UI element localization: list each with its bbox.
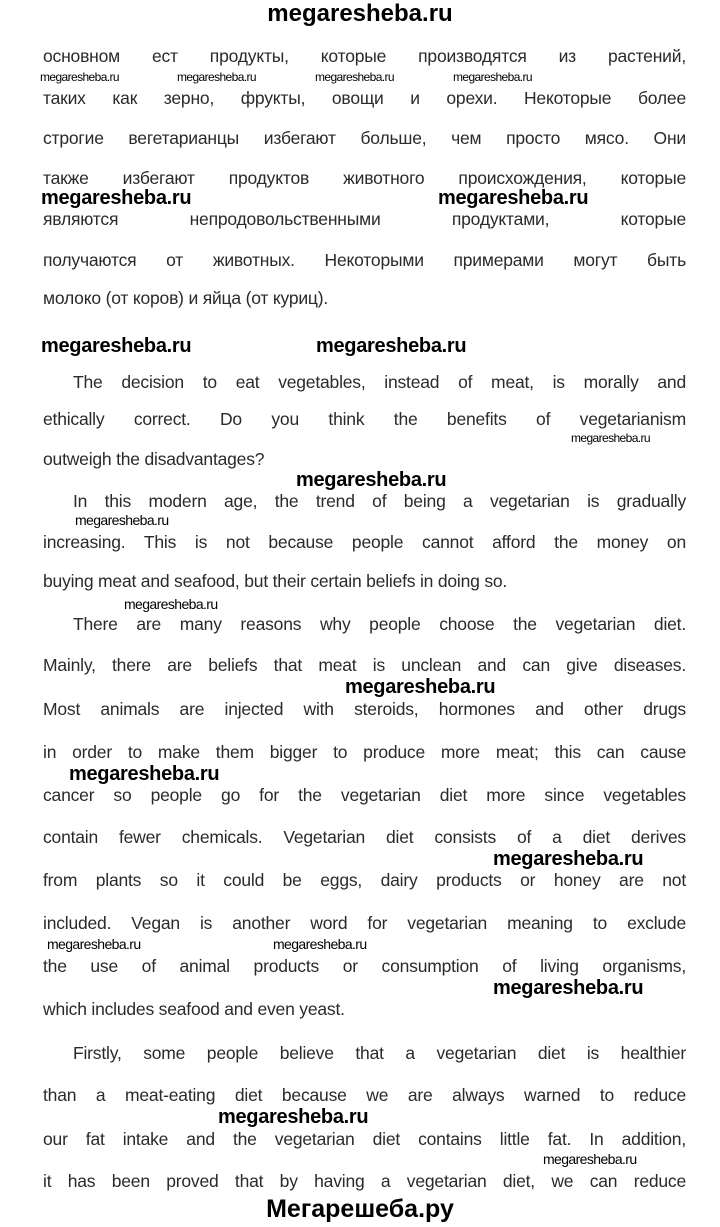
text-line: contain fewer chemicals. Vegetarian diet consists of a diet derives <box>43 827 686 847</box>
text-line: in order to make them bigger to produce more meat; this can cause <box>43 742 686 762</box>
text-line: основном ест продукты, которые производятся из растений, <box>43 46 686 66</box>
text-line: which includes seafood and even yeast. <box>43 999 345 1019</box>
watermark: megaresheba.ru <box>453 70 532 84</box>
text-line: молоко (от коров) и яйца (от куриц). <box>43 288 329 308</box>
watermark: megaresheba.ru <box>571 431 650 445</box>
watermark: megaresheba.ru <box>493 848 644 870</box>
text-line: In this modern age, the trend of being a vegetarian is gradually <box>73 491 686 511</box>
text-line: outweigh the disadvantages? <box>43 449 265 469</box>
watermark: megaresheba.ru <box>40 70 119 84</box>
site-header: megaresheba.ru <box>267 0 453 27</box>
watermark: megaresheba.ru <box>316 335 467 357</box>
text-line: increasing. This is not because people cannot afford the money on <box>43 532 686 552</box>
watermark: megaresheba.ru <box>273 936 367 952</box>
watermark: megaresheba.ru <box>41 335 192 357</box>
text-line: included. Vegan is another word for vegetarian meaning to exclude <box>43 913 686 933</box>
watermark: megaresheba.ru <box>124 596 218 612</box>
watermark: megaresheba.ru <box>543 1151 637 1167</box>
watermark: megaresheba.ru <box>438 187 589 209</box>
text-line: than a meat-eating diet because we are always warned to reduce <box>43 1085 686 1105</box>
text-line: ethically correct. Do you think the benefits of vegetarianism <box>43 409 686 429</box>
text-line: получаются от животных. Некоторыми примерами могут быть <box>43 250 686 270</box>
text-line: являются непродовольственными продуктами, которые <box>43 209 686 229</box>
text-line: There are many reasons why people choose the vegetarian diet. <box>73 614 686 634</box>
watermark: megaresheba.ru <box>177 70 256 84</box>
text-line: The decision to eat vegetables, instead of meat, is morally and <box>73 372 686 392</box>
text-line: our fat intake and the vegetarian diet contains little fat. In addition, <box>43 1129 686 1149</box>
text-line: Most animals are injected with steroids, hormones and other drugs <box>43 699 686 719</box>
text-line: buying meat and seafood, but their certain beliefs in doing so. <box>43 571 508 591</box>
watermark: megaresheba.ru <box>75 512 169 528</box>
watermark: megaresheba.ru <box>315 70 394 84</box>
text-line: строгие вегетарианцы избегают больше, чем просто мясо. Они <box>43 128 686 148</box>
text-line: the use of animal products or consumption of living organisms, <box>43 956 686 976</box>
watermark: megaresheba.ru <box>47 936 141 952</box>
text-line: it has been proved that by having a vegetarian diet, we can reduce <box>43 1171 686 1191</box>
watermark: megaresheba.ru <box>41 187 192 209</box>
watermark: megaresheba.ru <box>296 469 447 491</box>
text-line: Mainly, there are beliefs that meat is unclean and can give diseases. <box>43 655 686 675</box>
text-line: cancer so people go for the vegetarian diet more since vegetables <box>43 785 686 805</box>
watermark: megaresheba.ru <box>69 763 220 785</box>
watermark: megaresheba.ru <box>493 977 644 999</box>
watermark: megaresheba.ru <box>218 1106 369 1128</box>
text-line: также избегают продуктов животного происхождения, которые <box>43 168 686 188</box>
watermark: megaresheba.ru <box>345 676 496 698</box>
text-line: from plants so it could be eggs, dairy products or honey are not <box>43 870 686 890</box>
text-line: Firstly, some people believe that a vegetarian diet is healthier <box>73 1043 686 1063</box>
text-line: таких как зерно, фрукты, овощи и орехи. Некоторые более <box>43 88 686 108</box>
site-footer: Мегарешеба.ру <box>266 1195 454 1223</box>
